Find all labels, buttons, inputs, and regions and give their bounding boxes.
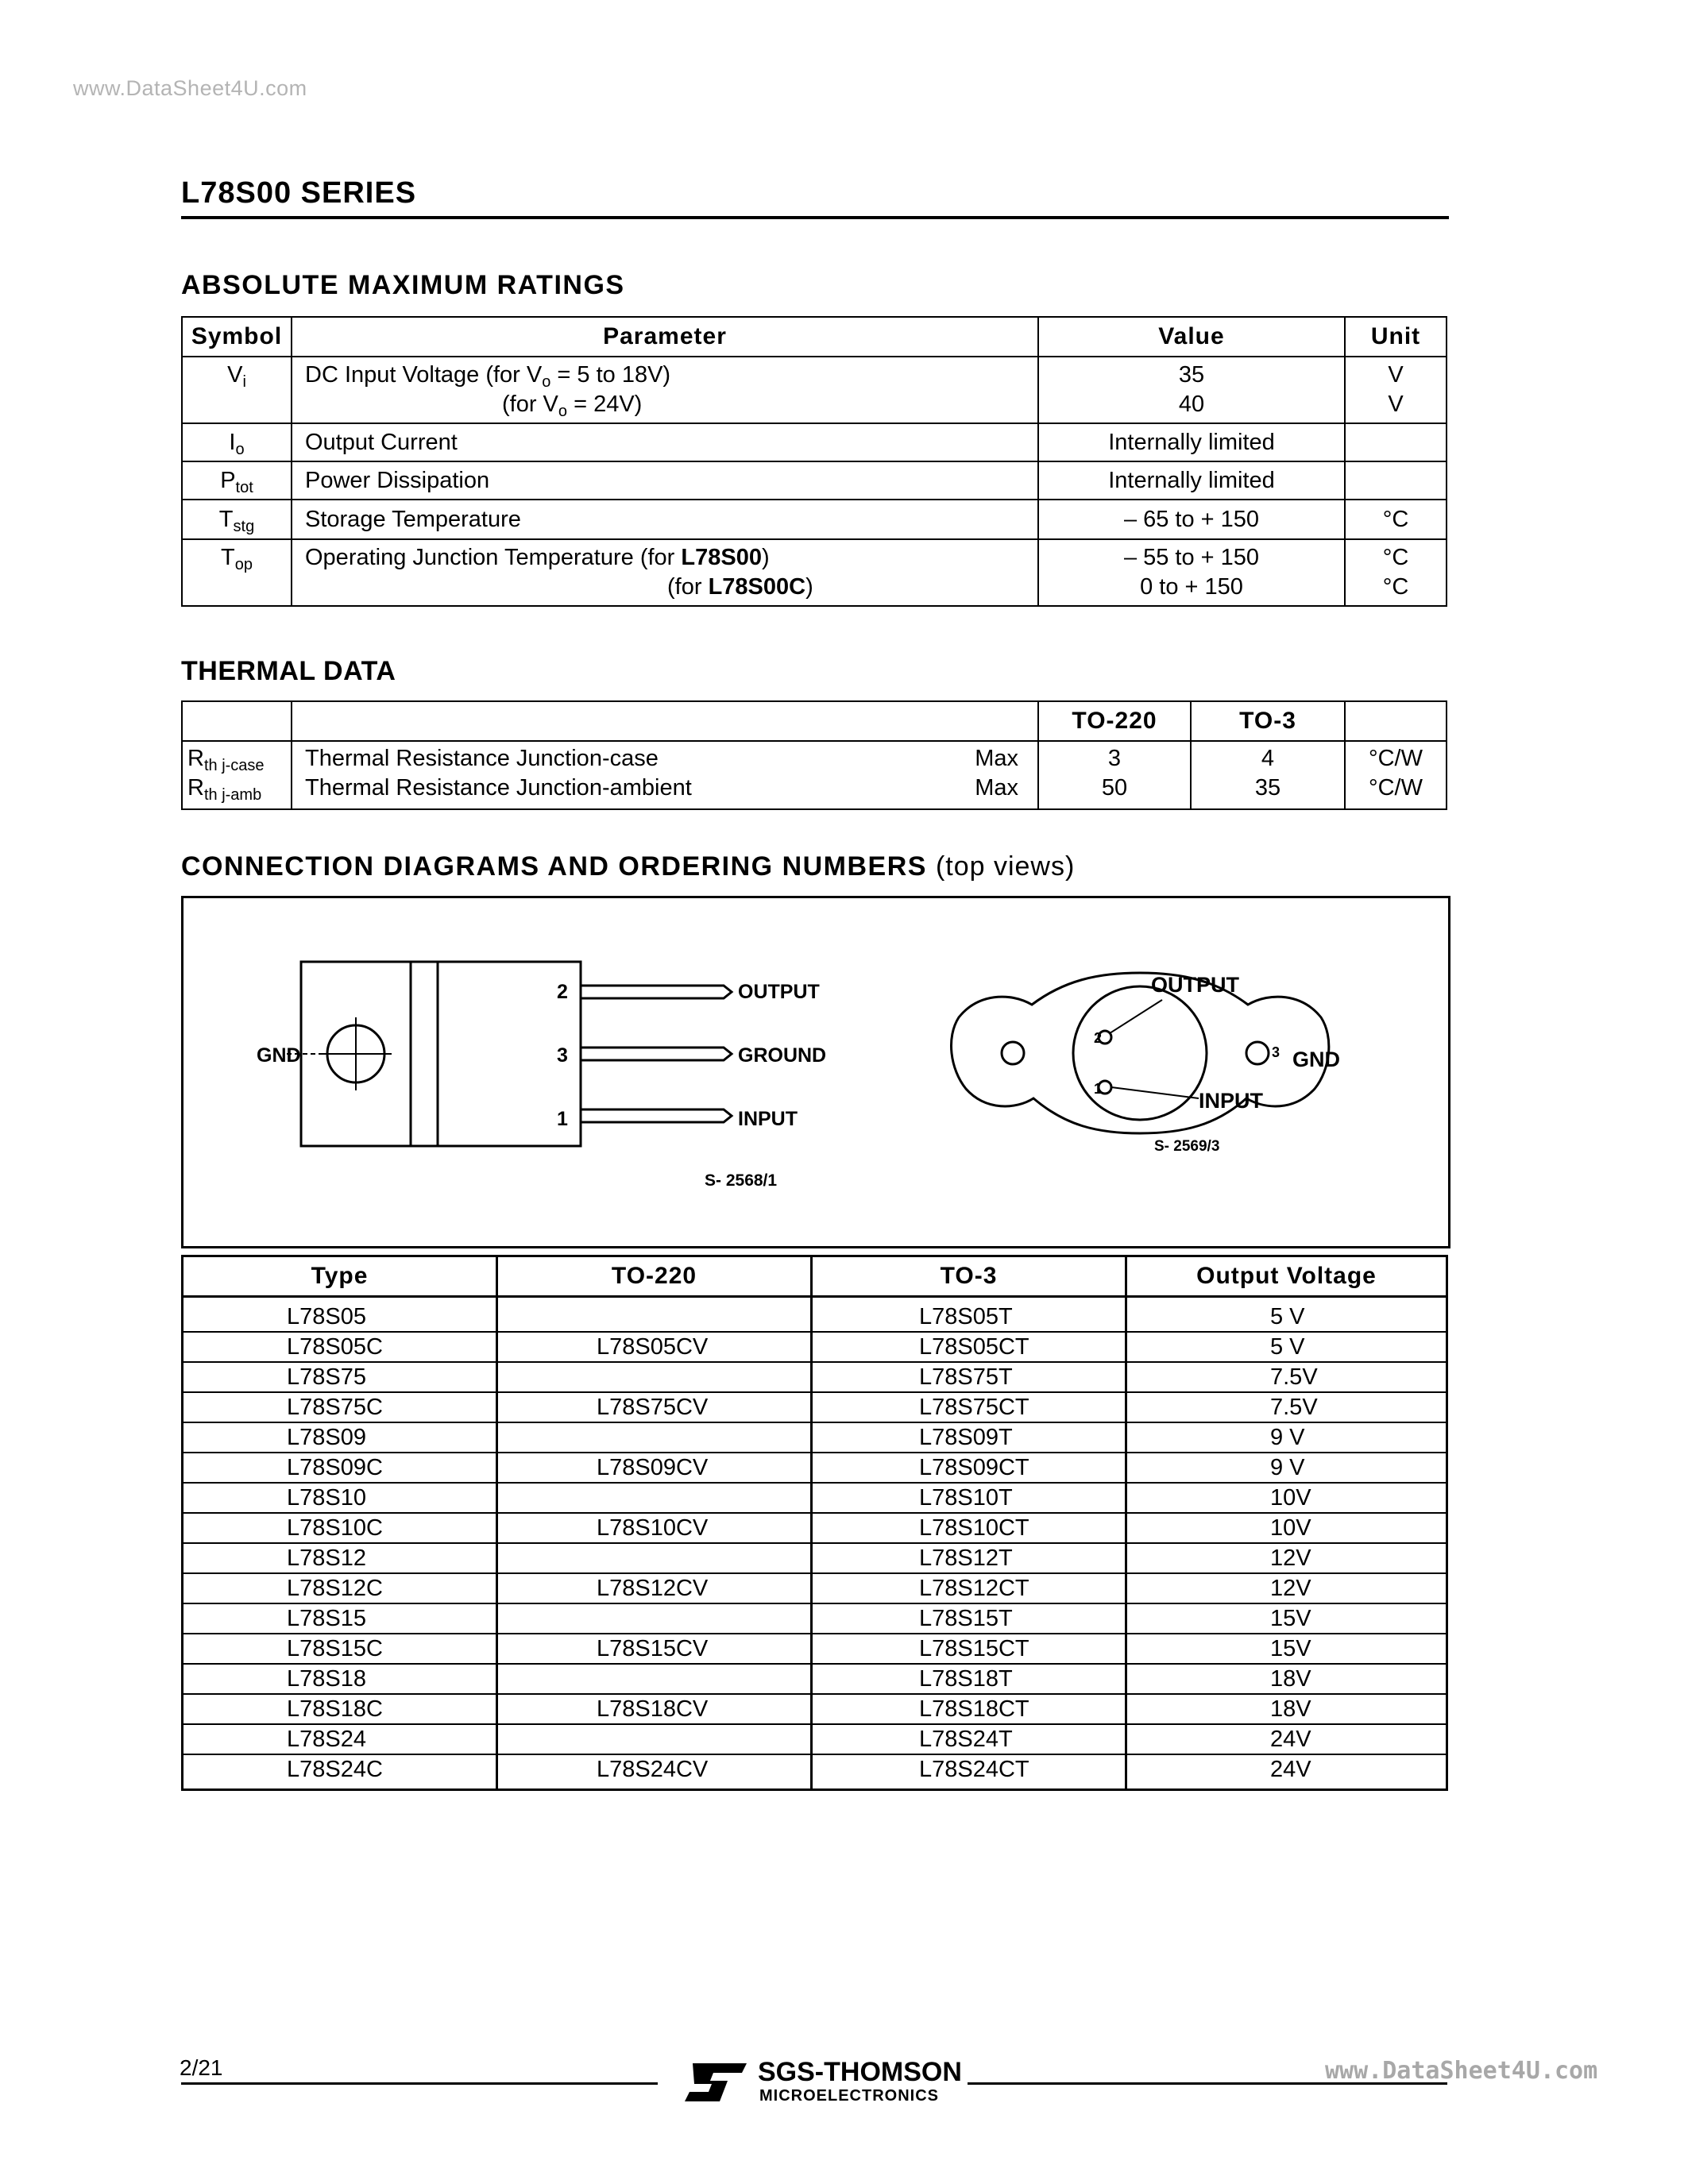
- to3-cell: L78S05CT: [812, 1332, 1126, 1362]
- pin2-lead: [581, 986, 732, 998]
- header-type: Type: [183, 1256, 497, 1297]
- to3-cell: L78S18T: [812, 1664, 1126, 1694]
- table-row: [183, 1392, 1447, 1422]
- table-row: [183, 1297, 1447, 1333]
- to3-cell: L78S75CT: [812, 1392, 1126, 1422]
- table-row: [183, 1483, 1447, 1513]
- brand-subtitle: MICROELECTRONICS: [759, 2087, 939, 2105]
- header-symbol: Symbol: [182, 317, 292, 357]
- output-voltage-cell: 5 V: [1126, 1297, 1447, 1333]
- output-voltage-cell: 15V: [1126, 1634, 1447, 1664]
- header-to220: TO-220: [1038, 701, 1191, 741]
- parameter-cell: Power Dissipation: [292, 461, 1038, 500]
- output-voltage-cell: 5 V: [1126, 1332, 1447, 1362]
- table-row: [183, 1362, 1447, 1392]
- unit-cell: [1345, 461, 1447, 500]
- to3-code: S- 2569/3: [1154, 1138, 1220, 1155]
- unit-cell: °C: [1345, 500, 1447, 539]
- type-cell: L78S15: [183, 1603, 497, 1634]
- unit-cell: °C °C: [1345, 539, 1447, 606]
- to3-pin2-number: 2: [1094, 1030, 1103, 1046]
- output-voltage-cell: 12V: [1126, 1543, 1447, 1573]
- type-cell: L78S12C: [183, 1573, 497, 1603]
- watermark-bottom: www.DataSheet4U.com: [1325, 2057, 1598, 2085]
- parameter-cell: Thermal Resistance Junction-case Max Thermal Resistance Junction-ambient Max: [292, 741, 1038, 809]
- table-row: [183, 1664, 1447, 1694]
- table-row: [182, 500, 1447, 539]
- table-row: [183, 1603, 1447, 1634]
- to3-cell: L78S15CT: [812, 1634, 1126, 1664]
- header-to3: TO-3: [1191, 701, 1345, 741]
- to220-cell: [497, 1603, 812, 1634]
- header-to220: TO-220: [497, 1256, 812, 1297]
- type-cell: L78S75C: [183, 1392, 497, 1422]
- output-voltage-cell: 18V: [1126, 1664, 1447, 1694]
- pin3-lead: [581, 1048, 732, 1060]
- table-header-row: [182, 701, 1447, 741]
- to3-gnd-label: GND: [1292, 1048, 1340, 1071]
- to3-can: [1073, 986, 1207, 1120]
- thermal-title: THERMAL DATA: [181, 656, 396, 686]
- table-row: [183, 1724, 1447, 1754]
- to3-cell: L78S10CT: [812, 1513, 1126, 1543]
- to220-cell: [497, 1362, 812, 1392]
- output-voltage-cell: 10V: [1126, 1483, 1447, 1513]
- pin2-number: 2: [557, 981, 568, 1003]
- type-cell: L78S15C: [183, 1634, 497, 1664]
- value-cell: Internally limited: [1038, 423, 1345, 461]
- symbol-cell: $V_i$: [182, 357, 292, 423]
- table-row: [183, 1573, 1447, 1603]
- to3-cell: L78S18CT: [812, 1694, 1126, 1724]
- parameter-cell: Storage Temperature: [292, 500, 1038, 539]
- header-blank: [292, 701, 1038, 741]
- type-cell: L78S18: [183, 1664, 497, 1694]
- table-row: [183, 1422, 1447, 1453]
- to220-cell: [497, 1664, 812, 1694]
- type-cell: L78S05C: [183, 1332, 497, 1362]
- to220-cell: [497, 1297, 812, 1333]
- to3-cell: L78S12T: [812, 1543, 1126, 1573]
- header-to3: TO-3: [812, 1256, 1126, 1297]
- type-cell: L78S09C: [183, 1453, 497, 1483]
- type-cell: L78S10C: [183, 1513, 497, 1543]
- output-voltage-cell: 9 V: [1126, 1422, 1447, 1453]
- ordering-body: [183, 1297, 1447, 1790]
- abs-max-title: ABSOLUTE MAXIMUM RATINGS: [181, 270, 625, 300]
- to3-mounting-hole-left: [1002, 1042, 1024, 1064]
- unit-cell: [1345, 423, 1447, 461]
- to220-cell: L78S15CV: [497, 1634, 812, 1664]
- table-header-row: [183, 1256, 1447, 1297]
- page-title: L78S00 SERIES: [181, 176, 417, 210]
- value-cell: 35 40: [1038, 357, 1345, 423]
- to3-cell: L78S15T: [812, 1603, 1126, 1634]
- to220-cell: L78S12CV: [497, 1573, 812, 1603]
- to3-cell: L78S05T: [812, 1297, 1126, 1333]
- header-unit: Unit: [1345, 317, 1447, 357]
- to220-diagram: [287, 962, 732, 1146]
- parameter-cell: DC Input Voltage (for $V_o = 5$ to 18V) (for $V_o = 24V$): [292, 357, 1038, 423]
- to220-cell: L78S05CV: [497, 1332, 812, 1362]
- table-row: [182, 461, 1447, 500]
- table-row: [183, 1543, 1447, 1573]
- input-leader: [1111, 1087, 1199, 1098]
- type-cell: L78S75: [183, 1362, 497, 1392]
- connection-title: CONNECTION DIAGRAMS AND ORDERING NUMBERS (top views): [181, 851, 1076, 882]
- table-row: [182, 539, 1447, 606]
- table-row: [183, 1754, 1447, 1790]
- to3-cell: L78S10T: [812, 1483, 1126, 1513]
- header-output-voltage: Output Voltage: [1126, 1256, 1447, 1297]
- header-blank: [182, 701, 292, 741]
- type-cell: L78S18C: [183, 1694, 497, 1724]
- brand-name: SGS-THOMSON: [758, 2057, 962, 2087]
- footer-rule-left: [181, 2082, 658, 2085]
- pin1-lead: [581, 1109, 732, 1122]
- abs-max-table: [181, 316, 1447, 607]
- page-number: 2/21: [180, 2055, 223, 2080]
- output-voltage-cell: 10V: [1126, 1513, 1447, 1543]
- to3-cell: L78S09CT: [812, 1453, 1126, 1483]
- to3-cell: L78S24CT: [812, 1754, 1126, 1790]
- to220-cell: L78S18CV: [497, 1694, 812, 1724]
- to220-cell: L78S10CV: [497, 1513, 812, 1543]
- ordering-table: [181, 1255, 1448, 1791]
- value-cell: Internally limited: [1038, 461, 1345, 500]
- table-row: [182, 357, 1447, 423]
- to3-cell: L78S75T: [812, 1362, 1126, 1392]
- output-voltage-cell: 12V: [1126, 1573, 1447, 1603]
- header-value: Value: [1038, 317, 1345, 357]
- to220-output-label: OUTPUT: [738, 981, 820, 1003]
- type-cell: L78S10: [183, 1483, 497, 1513]
- type-cell: L78S05: [183, 1297, 497, 1333]
- output-voltage-cell: 9 V: [1126, 1453, 1447, 1483]
- symbol-cell: $T_{op}$: [182, 539, 292, 606]
- connection-diagrams: [183, 898, 1448, 1246]
- output-voltage-cell: 7.5V: [1126, 1392, 1447, 1422]
- to220-cell: [497, 1422, 812, 1453]
- to220-gnd-label: GND: [257, 1044, 301, 1067]
- to3-output-label: OUTPUT: [1151, 973, 1239, 997]
- output-voltage-cell: 7.5V: [1126, 1362, 1447, 1392]
- st-logo-icon: [682, 2060, 750, 2105]
- title-divider: [181, 216, 1449, 219]
- to3-cell: L78S09T: [812, 1422, 1126, 1453]
- to3-input-label: INPUT: [1199, 1089, 1263, 1113]
- table-header-row: [182, 317, 1447, 357]
- table-row: [183, 1453, 1447, 1483]
- parameter-cell: Output Current: [292, 423, 1038, 461]
- value-cell: – 55 to + 150 0 to + 150: [1038, 539, 1345, 606]
- symbol-cell: $R_{th j-case}$ $R_{th j-amb}$: [182, 741, 292, 809]
- output-voltage-cell: 24V: [1126, 1724, 1447, 1754]
- to3-pin1-number: 1: [1094, 1081, 1103, 1097]
- table-row: [183, 1634, 1447, 1664]
- unit-cell: °C/W °C/W: [1345, 741, 1447, 809]
- connection-diagram-box: [181, 896, 1450, 1248]
- to220-code: S- 2568/1: [705, 1171, 778, 1190]
- to220-input-label: INPUT: [738, 1108, 798, 1130]
- to3-pin3-number: 3: [1272, 1044, 1280, 1060]
- symbol-cell: $P_{tot}$: [182, 461, 292, 500]
- header-parameter: Parameter: [292, 317, 1038, 357]
- pin3-number: 3: [557, 1044, 568, 1067]
- type-cell: L78S24: [183, 1724, 497, 1754]
- output-voltage-cell: 24V: [1126, 1754, 1447, 1790]
- to220-cell: 3 50: [1038, 741, 1191, 809]
- to220-cell: [497, 1724, 812, 1754]
- table-row: [182, 423, 1447, 461]
- to3-cell: L78S24T: [812, 1724, 1126, 1754]
- table-row: [182, 741, 1447, 809]
- type-cell: L78S09: [183, 1422, 497, 1453]
- thermal-table: [181, 700, 1447, 810]
- table-row: [183, 1694, 1447, 1724]
- output-leader: [1110, 1000, 1162, 1033]
- parameter-cell: Operating Junction Temperature (for L78S00) (for L78S00C): [292, 539, 1038, 606]
- to3-cell: L78S12CT: [812, 1573, 1126, 1603]
- symbol-cell: $T_{stg}$: [182, 500, 292, 539]
- table-row: [183, 1513, 1447, 1543]
- to220-cell: [497, 1483, 812, 1513]
- to220-cell: [497, 1543, 812, 1573]
- symbol-cell: $I_o$: [182, 423, 292, 461]
- to220-ground-label: GROUND: [738, 1044, 827, 1067]
- to220-cell: L78S24CV: [497, 1754, 812, 1790]
- unit-cell: V V: [1345, 357, 1447, 423]
- output-voltage-cell: 15V: [1126, 1603, 1447, 1634]
- output-voltage-cell: 18V: [1126, 1694, 1447, 1724]
- header-blank: [1345, 701, 1447, 741]
- to220-cell: L78S75CV: [497, 1392, 812, 1422]
- to3-cell: 4 35: [1191, 741, 1345, 809]
- pin1-number: 1: [557, 1108, 568, 1130]
- to3-mounting-hole-right: [1246, 1042, 1269, 1064]
- type-cell: L78S12: [183, 1543, 497, 1573]
- to220-cell: L78S09CV: [497, 1453, 812, 1483]
- value-cell: – 65 to + 150: [1038, 500, 1345, 539]
- type-cell: L78S24C: [183, 1754, 497, 1790]
- table-row: [183, 1332, 1447, 1362]
- watermark-top: www.DataSheet4U.com: [73, 76, 307, 100]
